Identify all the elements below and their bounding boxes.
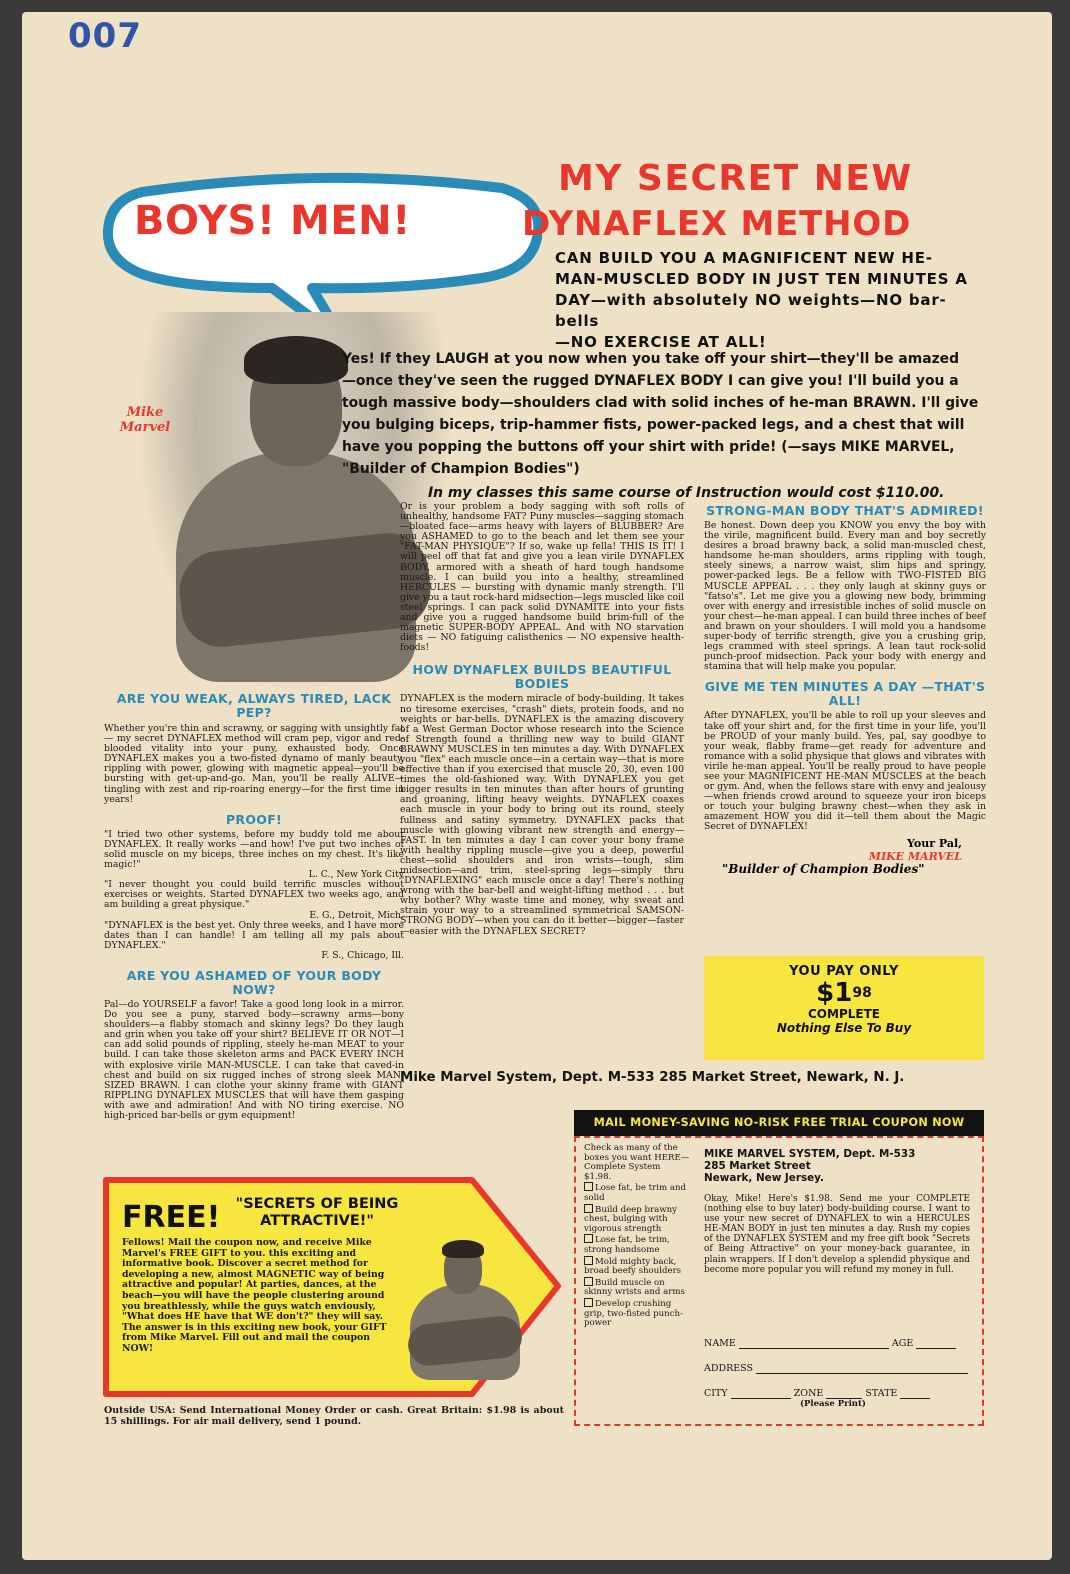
zone-label: ZONE: [793, 1388, 824, 1399]
fat-body: Or is your problem a body sagging with soft rolls of unhealthy, handsome FAT? Puny muscles—sagging stomach—bloated face—arms heavy with layers of BLUBBER? Are you ASHAMED to go to the beach and let them see your "FAT-MAN PHYSIQUE"? If so, wake up fella! THIS IS IT! I will peel off that fat and give you a lean virile DYNAFLEX BODY, armored with a sheath of hard tough handsome muscle. I can build you into a healthy, streamlined HERCULES — bursting with dynamic manly strength. I'll give you a taut rock-hard midsection—legs muscled like coil steel springs. I can pack solid DYNAMITE into your fists and give you a rugged handsome build brim-full of the magnetic SUPER-BODY APPEAL. And with NO starvation diets — NO fatiguing calisthenics — NO expensive health-foods!: [400, 501, 684, 654]
price-note: In my classes this same course of Instruction would cost $110.00.: [428, 485, 945, 501]
age-field[interactable]: [916, 1338, 956, 1349]
section-heading-ten: GIVE ME TEN MINUTES A DAY —THAT'S ALL!: [704, 679, 986, 709]
coupon-option[interactable]: [584, 1277, 690, 1298]
caption-line: Mike: [126, 405, 164, 420]
address-label: ADDRESS: [704, 1363, 754, 1374]
left-column: [104, 692, 404, 1121]
subheadline: [555, 248, 985, 353]
intro-line: "Builder of Champion Bodies"): [342, 461, 580, 477]
price-nothing-else: Nothing Else To Buy: [776, 1021, 912, 1035]
checkbox-icon[interactable]: [584, 1277, 593, 1286]
section-heading-strong: STRONG-MAN BODY THAT'S ADMIRED!: [706, 503, 984, 518]
intro-line: have you popping the buttons off your shirt with pride! (—says MIKE MARVEL,: [342, 439, 955, 455]
price-value: [704, 979, 984, 1007]
signoff: [704, 837, 986, 876]
free-label: FREE!: [122, 1200, 221, 1235]
intro-line: —once they've seen the rugged DYNAFLEX BODY I can give you! I'll build you a: [342, 373, 959, 389]
ten-body: After DYNAFLEX, you'll be able to roll up your sleeves and take off your shirt and, for the first time in your life, you'll be PROUD of your manly build. Yes, pal, say goodbye to your weak, flabby frame—get ready for adventure and romance with a solid physique that glows and vibrates with virile he-man appeal. You'll be really proud to have people see your MAGNIFICENT HE-MAN MUSCLES at the beach or gym. And, when the fellows stare with envy and jealousy—when friends crowd around to squeeze your iron biceps or touch your bulging brawny chest—when they ask in amazement HOW you did it—tell them about the Magic Secret of DYNAFLEX!: [704, 710, 986, 833]
right-column: [704, 504, 986, 876]
section-heading-how: HOW DYNAFLEX BUILDS BEAUTIFUL BODIES: [412, 662, 672, 692]
coupon-form: [704, 1338, 970, 1409]
how-body: DYNAFLEX is the modern miracle of body-building. It takes no tiresome exercises, "crash" diets, protein foods, and no weights or bar-bells. DYNAFLEX is the amazing discovery of a West German Doctor whose research into the Science of Strength found a thrilling new way to build GIANT BRAWNY MUSCLES in ten minutes a day. With DYNAFLEX you "flex" each muscle once—in a certain way—that is more effective than if you exercised that muscle 20, 30, even 100 times the old-fashioned way. With DYNAFLEX you get bigger results in ten minutes than after hours of grunting and groaning, lifting heavy weights. DYNAFLEX coaxes each muscle in your body to bring out its round, steely fullness and satiny symmetry. DYNAFLEX packs that muscle with glowing vibrant new strength and energy—FAST. In ten minutes a day I can cover your bony frame with healthy rippling muscle—give you a deep, powerful chest—solid shoulders and iron wrists—tough, slim midsection—and trim, steel-spring legs—simply thru "DYNAFLEXING" each muscle once a day! There's nothing wrong with the bar-bell and weight-lifting method . . . but why bother? Why waste time and money, why sweat and strain your way to a streamlined symmetrical SAMSON-STRONG BODY—when you can do it better—bigger—faster—easier with the DYNAFLEX SECRET?: [400, 693, 684, 937]
coupon-option[interactable]: [584, 1182, 690, 1203]
middle-column: [400, 502, 684, 937]
section-heading-proof: PROOF!: [225, 811, 283, 827]
section-heading-weak: ARE YOU WEAK, ALWAYS TIRED, LACK PEP?: [116, 691, 392, 720]
checkbox-icon[interactable]: [584, 1182, 593, 1191]
coupon-recipient: [704, 1148, 970, 1184]
coupon-option[interactable]: [584, 1298, 690, 1329]
state-label: STATE: [865, 1388, 898, 1399]
coupon-body: Okay, Mike! Here's $1.98. Send me your COMPLETE (nothing else to buy later) body-building course. I want to use your new secret of DYNAFLEX to win a HERCULES HE-MAN BODY in just ten minutes a day. Rush my copies of the DYNAFLEX SYSTEM and my free gift book "Secrets of Being Attractive" on your money-back guarantee, in plain wrappers. If I don't develop a splendid physique and become more popular you will refund my money in full.: [704, 1194, 970, 1275]
checkbox-icon[interactable]: [584, 1234, 593, 1243]
signoff-title: "Builder of Champion Bodies": [722, 861, 925, 876]
caption-line: Marvel: [119, 420, 171, 435]
testimonial-author: L. C., New York City: [308, 869, 404, 881]
name-age-row: [704, 1338, 970, 1349]
testimonial-author: F. S., Chicago, Ill.: [321, 949, 404, 961]
photo-caption: [110, 405, 180, 435]
price-complete: COMPLETE: [808, 1007, 880, 1021]
testimonial-quote: "I never thought you could build terrific muscles without exercises or weights. Started DYNAFLEX two weeks ago, and am building a great physique.": [104, 879, 404, 911]
handwritten-number: 007: [68, 16, 142, 56]
coupon-option-label: Mold mighty back, broad beefy shoulders: [584, 1256, 682, 1277]
testimonial-quote: "DYNAFLEX is the best yet. Only three weeks, and I have more dates than I can handle! I am telling all my pals about DYNAFLEX.": [104, 919, 404, 951]
coupon-option-label: Build deep brawny chest, bulging with vigorous strength: [584, 1204, 677, 1234]
price-dollars: $1: [816, 978, 853, 1008]
comic-back-cover: [22, 12, 1052, 1560]
free-book-title: "SECRETS OF BEING ATTRACTIVE!": [235, 1196, 399, 1229]
testimonial-quote: "I tried two other systems, before my buddy told me about DYNAFLEX. It really works —and how! I've put two inches of solid muscle on my biceps, three inches on my chest. It's like magic!": [104, 828, 404, 871]
checkbox-icon[interactable]: [584, 1204, 593, 1213]
free-box-photo: [398, 1240, 528, 1380]
coupon-option-label: Lose fat, be trim, strong handsome: [584, 1235, 670, 1255]
address-line: Mike Marvel System, Dept. M-533 285 Market Street, Newark, N. J.: [400, 1070, 905, 1085]
address-field[interactable]: [756, 1363, 968, 1374]
signoff-name: MIKE MARVEL: [868, 849, 962, 863]
coupon-option[interactable]: [584, 1204, 690, 1235]
strong-body: Be honest. Down deep you KNOW you envy the boy with the virile, magnificent build. Every man and boy secretly desires a broad brawny back, a solid man-muscled chest, handsome he-man shoulders, arms rippling with tough, steely sinews, a narrow waist, slim hips and springy, power-packed legs. Be a fellow with TWO-FISTED BIG MUSCLE APPEAL . . . they only laugh at skinny guys or "fatso's". Let me give you a glowing new body, brimming over with energy and irresistible inches of solid muscle on your chest—he-man appeal. I can build three inches of beef and brawn on your shoulders. I will mold you a handsome super-body of terrific strength, give you a crushing grip, legs crammed with steel springs. A lean taut rock-solid punch-proof midsection. Pack your body with energy and stamina that will help make you popular.: [704, 520, 986, 673]
weak-body: Whether you're thin and scrawny, or sagging with unsightly fat — my secret DYNAFLEX method will cram pep, vigor and red-blooded vitality into your puny, exhausted body. Once DYNAFLEX makes you a two-fisted dynamo of manly beauty, rippling with power, glowing with magnetic appeal—you'll be bursting with get-up-and-go. Man, you'll be really ALIVE—tingling with zest and rip-roaring energy—for the first time in years!: [104, 723, 404, 805]
coupon-options: [584, 1144, 690, 1329]
coupon-option[interactable]: [584, 1256, 690, 1277]
intro-paragraph: [342, 348, 982, 480]
state-field[interactable]: [900, 1388, 930, 1399]
coupon-banner: MAIL MONEY-SAVING NO-RISK FREE TRIAL COUPON NOW: [574, 1110, 984, 1136]
name-field[interactable]: [739, 1338, 889, 1349]
city-field[interactable]: [731, 1388, 791, 1399]
testimonial-author: E. G., Detroit, Mich.: [309, 909, 404, 921]
order-coupon[interactable]: [574, 1136, 984, 1426]
footer-note: Outside USA: Send International Money Order or cash. Great Britain: $1.98 is about 15 shillings. For air mail delivery, send 1 pound.: [104, 1405, 564, 1427]
city-label: CITY: [704, 1388, 728, 1399]
bubble-text: BOYS! MEN!: [134, 198, 411, 244]
print-note: (Please Print): [800, 1399, 866, 1409]
subheadline-line: MAN-MUSCLED BODY IN JUST TEN MINUTES A: [555, 270, 968, 288]
coupon-check-intro: Check as many of the boxes you want HERE—Complete System $1.98.: [584, 1143, 690, 1182]
city-row: [704, 1388, 970, 1399]
subheadline-line: CAN BUILD YOU A MAGNIFICENT NEW HE-: [555, 249, 933, 267]
coupon-option[interactable]: [584, 1234, 690, 1255]
price-label: YOU PAY ONLY: [789, 964, 899, 979]
intro-line: you bulging biceps, trip-hammer fists, power-packed legs, and a chest that will: [342, 417, 965, 433]
coupon-option-label: Lose fat, be trim and solid: [584, 1183, 686, 1203]
headline-line2: DYNAFLEX METHOD: [522, 204, 912, 244]
coupon-option-label: Build muscle on skinny wrists and arms: [584, 1277, 685, 1298]
intro-line: Yes! If they LAUGH at you now when you take off your shirt—they'll be amazed: [342, 351, 960, 367]
section-heading-ashamed: ARE YOU ASHAMED OF YOUR BODY NOW?: [126, 967, 382, 997]
checkbox-icon[interactable]: [584, 1256, 593, 1265]
intro-line: tough massive body—shoulders clad with solid inches of he-man BRAWN. I'll give: [342, 395, 979, 411]
coupon-recipient-line: MIKE MARVEL SYSTEM, Dept. M-533: [704, 1148, 916, 1160]
testimonials: [104, 830, 404, 961]
address-row: [704, 1363, 970, 1374]
price-box: [704, 956, 984, 1060]
name-label: NAME: [704, 1338, 736, 1349]
subheadline-line: —NO EXERCISE AT ALL!: [555, 333, 767, 351]
coupon-recipient-line: Newark, New Jersey.: [704, 1172, 824, 1184]
checkbox-icon[interactable]: [584, 1298, 593, 1307]
coupon-option-label: Develop crushing grip, two-fisted punch-power: [584, 1298, 683, 1329]
ashamed-body: Pal—do YOURSELF a favor! Take a good long look in a mirror. Do you see a puny, starved body—scrawny arms—bony shoulders—a flabby stomach and skinny legs? Do they laugh and grin when you take off your shirt? BELIEVE IT OR NOT—I can add solid pounds of rippling, steely he-man MEAT to your build. I can take those skeleton arms and PACK EVERY INCH with explosive virile MAN-MUSCLE. I can take that caved-in chest and build on six rugged inches of strong sleek MAN-SIZED BRAWN. I can clothe your skinny frame with GIANT RIPPLING DYNAFLEX MUSCLES that will have them gasping with awe and admiration! And with NO tiring exercise. NO high-priced bar-bells or gym equipment!: [104, 998, 404, 1121]
coupon-recipient-line: 285 Market Street: [704, 1160, 811, 1172]
price-cents: 98: [852, 985, 872, 1001]
zone-field[interactable]: [826, 1388, 862, 1399]
free-book-body: Fellows! Mail the coupon now, and receive Mike Marvel's FREE GIFT to you. this exciting and informative book. Discover a secret method for developing a new, almost MAGNETIC way of being attractive and popular! At parties, dances, at the beach—you will have the people clustering around you breathlessly, while the guys watch enviously, "What does HE have that WE don't?" they will say. The answer is in this exciting new book, your GIFT from Mike Marvel. Fill out and mail the coupon NOW!: [122, 1237, 387, 1354]
signoff-pal: Your Pal,: [907, 836, 962, 850]
headline-line1: MY SECRET NEW: [558, 158, 913, 199]
subheadline-line: DAY—with absolutely NO weights—NO bar-bells: [555, 291, 947, 330]
age-label: AGE: [891, 1338, 914, 1349]
